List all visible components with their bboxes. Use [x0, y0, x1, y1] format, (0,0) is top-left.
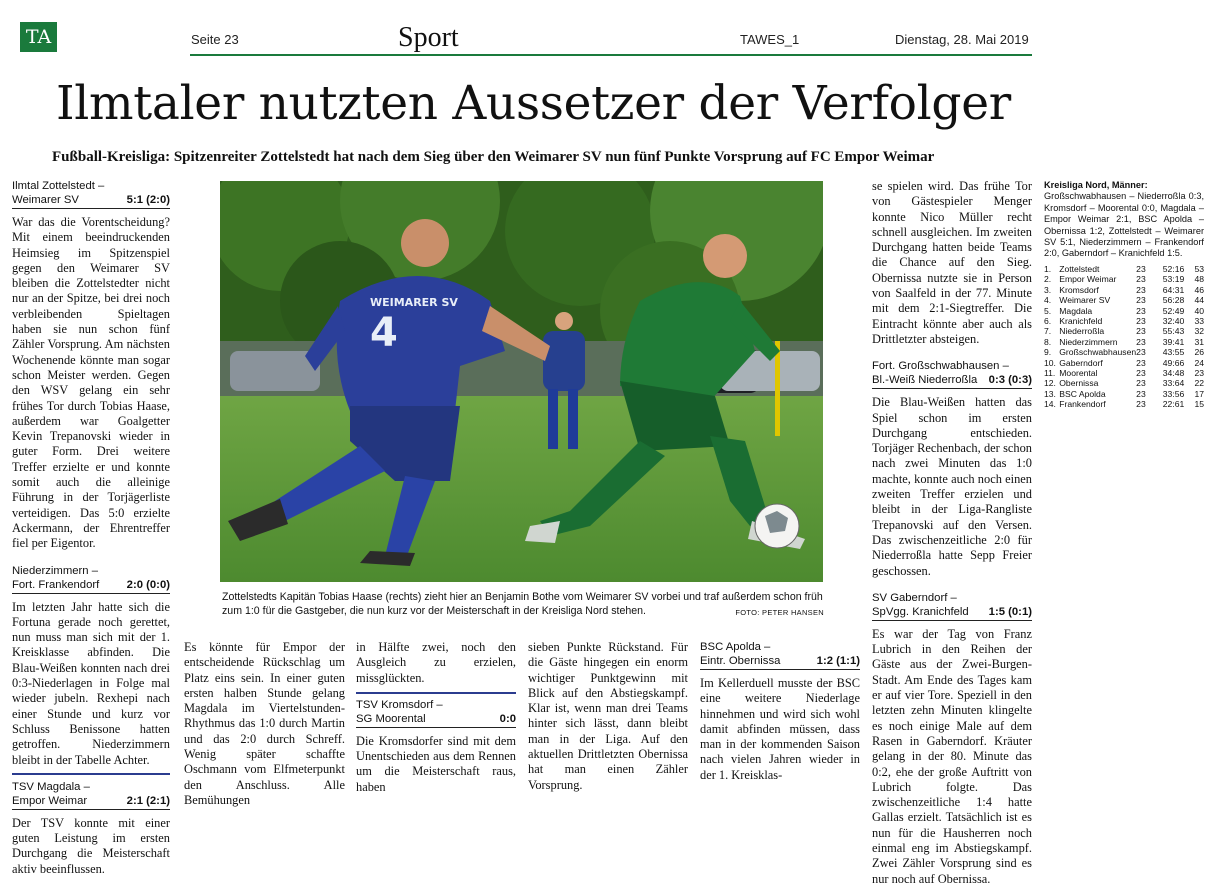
standings-rank: 11. — [1044, 367, 1056, 378]
match-score: 2:1 (2:1) — [126, 794, 170, 807]
standings-points: 33 — [1194, 315, 1204, 326]
standings-games: 23 — [1136, 326, 1146, 337]
subheadline: Fußball-Kreisliga: Spitzenreiter Zottelstedt hat nach dem Sieg über den Weimarer SV nun fünf Punkte Vorsprung auf FC Empor Weimar — [52, 149, 935, 165]
standings-team: Obernissa — [1059, 378, 1099, 389]
standings-games: 23 — [1136, 264, 1146, 275]
standings-row — [1044, 264, 1204, 274]
headline: Ilmtaler nutzten Aussetzer der Verfolger — [56, 76, 1011, 131]
standings-games: 23 — [1136, 357, 1146, 368]
match-separator — [12, 773, 170, 775]
match-score: 1:5 (0:1) — [988, 605, 1032, 618]
match-header-gaberndorf — [872, 591, 1032, 621]
standings-rank: 9. — [1044, 347, 1052, 358]
standings-row — [1044, 399, 1204, 409]
photo-caption — [222, 590, 824, 620]
match-separator — [356, 692, 516, 694]
standings-games: 23 — [1136, 315, 1146, 326]
match-team-away: Bl.-Weiß Niederroßla — [872, 374, 978, 387]
standings-games: 23 — [1136, 336, 1146, 347]
match-team-home: SV Gaberndorf – — [872, 591, 957, 604]
standings-row — [1044, 305, 1204, 315]
standings-games: 23 — [1136, 378, 1146, 389]
standings-team: Kromsdorf — [1059, 284, 1099, 295]
match-score: 0:0 — [499, 712, 516, 725]
standings-points: 31 — [1194, 336, 1204, 347]
standings-rank: 1. — [1044, 264, 1052, 275]
standings-team: Moorental — [1059, 367, 1098, 378]
standings-row — [1044, 285, 1204, 295]
match-team-home: TSV Magdala – — [12, 780, 90, 793]
column-2-text: Es könnte für Empor der entscheidende Rückschlag um Platz eins sein. In einer guten ersten halben Stunde gelang Magdala im Viertelstunden-Rhythmus das 1:0 durch Martin und das 2:0 durch Schreff. Wenig später schaffte Oschmann vom Elfmeterpunkt den Anschluss. Alle Bemühungen — [184, 640, 345, 807]
match-team-home: Fort. Großschwabhausen – — [872, 360, 1009, 373]
standings-games: 23 — [1136, 284, 1146, 295]
standings-goals: 33:64 — [1162, 378, 1185, 389]
standings-rank: 6. — [1044, 315, 1052, 326]
standings-games: 23 — [1136, 399, 1146, 410]
standings-team: Großschwabhausen — [1059, 347, 1137, 358]
standings-points: 26 — [1194, 347, 1204, 358]
standings-rank: 14. — [1044, 399, 1056, 410]
standings-rank: 5. — [1044, 305, 1052, 316]
standings-points: 53 — [1194, 264, 1204, 275]
standings-points: 40 — [1194, 305, 1204, 316]
match-report: Die Blau-Weißen hatten das Spiel schon im ersten Durchgang entschieden. Torjäger Rechenbach, der schon nach zwei Minuten das 1:0 machte, konnte auch noch einen zweiten Treffer erzielen und bleibt in der Liga-Rangliste Trepanovski auf den Versen. Das zwischenzeitliche 2:0 für Niederroßla hatte Sepp Freier geschossen. — [872, 395, 1032, 578]
match-header-apolda — [700, 640, 860, 670]
match-team-home: Ilmtal Zottelstedt – — [12, 180, 105, 192]
column-4-text: sieben Punkte Rückstand. Für die Gäste hingegen ein enorm wichtiger Punktgewinn mit Blick auf den Abstiegskampf. Klar ist, wenn man drei Teams hinter sich lässt, dann bleibt man in der Liga. Auf den aktuellen Drittletzten Obernissa hat man einen Zähler Vorsprung. — [528, 640, 688, 792]
standings-team: Gaberndorf — [1059, 357, 1103, 368]
match-header-kromsdorf — [356, 698, 516, 728]
standings-row — [1044, 295, 1204, 305]
standings-rank: 13. — [1044, 388, 1056, 399]
standings-games: 23 — [1136, 367, 1146, 378]
standings-goals: 32:40 — [1162, 315, 1185, 326]
match-report: Im Kellerduell musste der BSC eine weitere Niederlage hinnehmen und wird sich wohl damit abfinden müssen, dass man in der kommenden Saison nach vielen Jahren wieder in der 1. Kreisklas- — [700, 676, 860, 782]
results-box — [1044, 180, 1204, 409]
standings-points: 48 — [1194, 274, 1204, 285]
header-rule — [190, 54, 1032, 56]
match-team-away: Fort. Frankendorf — [12, 578, 100, 591]
match-team-away: Eintr. Obernissa — [700, 655, 781, 667]
standings-team: Niederroßla — [1059, 326, 1105, 337]
standings-goals: 49:66 — [1162, 357, 1185, 368]
standings-team: Empor Weimar — [1059, 274, 1117, 285]
match-team-away: Empor Weimar — [12, 794, 88, 807]
standings-points: 46 — [1194, 284, 1204, 295]
standings-goals: 52:49 — [1162, 305, 1185, 316]
match-report: se spielen wird. Das frühe Tor von Gästespieler Menger konnte Nico Müller recht schnell ausgleichen. Im zweiten Durchgang hatten beide Teams die Chance auf den Sieg. Obernissa nutzte sie in Person von Saalfeld in der 77. Minute mit dem 2:1-Siegtreffer. Die Eintracht könnte aber auch als Drittletzter absteigen. — [872, 179, 1032, 346]
shirt-number: 4 — [370, 310, 398, 356]
match-score: 5:1 (2:0) — [126, 194, 170, 206]
match-score: 0:3 (0:3) — [988, 374, 1032, 387]
match-score: 2:0 (0:0) — [126, 578, 170, 591]
standings-points: 17 — [1194, 388, 1204, 399]
standings-points: 24 — [1194, 357, 1204, 368]
standings-games: 23 — [1136, 295, 1146, 306]
standings-rank: 2. — [1044, 274, 1052, 285]
standings-goals: 22:61 — [1162, 399, 1185, 410]
standings-points: 15 — [1194, 399, 1204, 410]
standings-games: 23 — [1136, 347, 1146, 358]
standings-rank: 7. — [1044, 326, 1052, 337]
match-team-home: TSV Kromsdorf – — [356, 698, 443, 711]
standings-row — [1044, 326, 1204, 336]
match-team-away: SG Moorental — [356, 712, 426, 725]
results-list: Großschwabhausen – Niederroßla 0:3, Kromsdorf – Moorental 0:0, Magdala – Empor Weimar 2:1, BSC Apolda – Obernissa 1:2, Zottelstedt – Weimarer SV 5:1, Niederzimmern – Frankendorf 2:0, Gaberndorf – Kranichfeld 1:5. — [1044, 191, 1204, 259]
photo-credit: FOTO: PETER HANSEN — [735, 608, 824, 617]
standings-points: 32 — [1194, 326, 1204, 337]
standings-points: 23 — [1194, 367, 1204, 378]
standings-goals: 34:48 — [1162, 367, 1185, 378]
standings-goals: 53:19 — [1162, 274, 1185, 285]
match-photo-illustration — [220, 181, 823, 582]
standings-row — [1044, 378, 1204, 388]
column-6 — [872, 179, 1032, 887]
standings-team: Magdala — [1059, 305, 1093, 316]
standings-table — [1044, 264, 1204, 409]
standings-points: 22 — [1194, 378, 1204, 389]
standings-games: 23 — [1136, 305, 1146, 316]
standings-games: 23 — [1136, 274, 1146, 285]
newspaper-logo: TA — [20, 22, 57, 52]
column-1 — [12, 179, 170, 877]
shirt-lettering: WEIMARER SV — [370, 296, 458, 309]
standings-goals: 52:16 — [1162, 264, 1185, 275]
standings-goals: 56:28 — [1162, 295, 1185, 306]
match-team-away: Weimarer SV — [12, 194, 79, 206]
standings-team: Zottelstedt — [1059, 264, 1100, 275]
results-title: Kreisliga Nord, Männer: — [1044, 180, 1148, 190]
match-header-magdala — [12, 780, 170, 810]
standings-rank: 12. — [1044, 378, 1056, 389]
standings-team: Weimarer SV — [1059, 295, 1111, 306]
standings-row — [1044, 389, 1204, 399]
standings-team: Kranichfeld — [1059, 315, 1103, 326]
standings-rank: 8. — [1044, 336, 1052, 347]
match-team-away: SpVgg. Kranichfeld — [872, 605, 969, 618]
standings-rank: 4. — [1044, 295, 1052, 306]
match-photo — [220, 181, 823, 582]
match-report: War das die Vorentscheidung? Mit einem beeindruckenden Heimsieg im Spitzenspiel gegen den Weimarer SV bleiben die Zottelstedter nicht nur an der Spitze, bei drei noch verbleibenden Spieltagen haben sie nun schon fünf Zähler Vorsprung. Am nächsten Wochenende könnte man sogar schon Meister werden. Gegen den WSV gelang ein sehr frühes Tor durch Tobias Haase, außerdem war Goalgetter Kevin Trepanovski wieder in guter Form. Drei weitere Treffer erzielte er und konnte somit auch die alleinige Führung in der Torjägerliste verteidigen. Das 5:0 erzielte Ackermann, der Ehrentreffer fiel per Eigentor. — [12, 215, 170, 551]
section-title: Sport — [398, 22, 459, 53]
standings-goals: 64:31 — [1162, 284, 1185, 295]
standings-rank: 3. — [1044, 284, 1052, 295]
standings-games: 23 — [1136, 388, 1146, 399]
standings-row — [1044, 337, 1204, 347]
match-team-home: BSC Apolda – — [700, 641, 771, 653]
standings-team: Niederzimmern — [1059, 336, 1118, 347]
standings-goals: 43:55 — [1162, 347, 1185, 358]
standings-points: 44 — [1194, 295, 1204, 306]
match-header-zottelstedt — [12, 179, 170, 209]
standings-row — [1044, 274, 1204, 284]
standings-goals: 39:41 — [1162, 336, 1185, 347]
match-team-home: Niederzimmern – — [12, 564, 99, 577]
match-report: Es war der Tag von Franz Lubrich in den Reihen der Gäste aus der Zwei-Burgen-Stadt. Am Ende des Tages kam er auf vier Tore. Speziell in den letzten zehn Minuten klingelte es noch einige Male auf dem Rasen in Gaberndorf. Kräuter gelang in der 80. Minute das 0:2, ehe der große Auftritt von Lubrich folgte. Das zwischenzeitliche 1:4 hatte Gallas erzielt. Tatsächlich ist es nun für die Hausherren noch einmal eng im Abstiegskampf. Zwei Zähler Vorsprung sind es nur noch auf Obernissa. — [872, 626, 1032, 886]
match-report: Die Kromsdorfer sind mit dem Unentschieden aus dem Rennen um die Meisterschaft raus, haben — [356, 733, 516, 794]
match-header-grossschwabhausen — [872, 359, 1032, 389]
match-report: Im letzten Jahr hatte sich die Fortuna gerade noch gerettet, nun muss man sich mit der 1. Kreisklasse abfinden. Die Blau-Weißen konnten nach drei 0:3-Niederlagen in Folge mal wieder jubeln. Rexhepi nach einer Stunde und kurz vor Schluss Benissone hatten getroffen. Niederzimmern bleibt in der Tabelle Achter. — [12, 599, 170, 767]
caption-text: Zottelstedts Kapitän Tobias Haase (rechts) zieht hier an Benjamin Bothe vom Weimarer SV vorbei und traf außerdem schon früh zum 1:0 für die Gastgeber, die nun kurz vor der Meisterschaft in der Kreisliga Nord stehen. — [222, 591, 823, 617]
match-report: Der TSV konnte mit einer guten Leistung im ersten Durchgang die Meisterschaft aktiv beeinflussen. — [12, 815, 170, 876]
match-header-niederzimmern — [12, 564, 170, 594]
match-score: 1:2 (1:1) — [816, 655, 860, 667]
issue-date: Dienstag, 28. Mai 2019 — [895, 32, 1029, 47]
standings-rank: 10. — [1044, 357, 1056, 368]
standings-team: BSC Apolda — [1059, 388, 1106, 399]
standings-row — [1044, 368, 1204, 378]
column-5 — [700, 640, 860, 783]
edition-code: TAWES_1 — [740, 32, 800, 47]
standings-goals: 33:56 — [1162, 388, 1185, 399]
standings-goals: 55:43 — [1162, 326, 1185, 337]
match-report: in Hälfte zwei, noch den Ausgleich zu erzielen, missglückten. — [356, 640, 516, 685]
page-number: Seite 23 — [191, 32, 239, 47]
standings-row — [1044, 347, 1204, 357]
standings-team: Frankendorf — [1059, 399, 1106, 410]
column-3 — [356, 640, 516, 795]
standings-row — [1044, 316, 1204, 326]
results-box-text — [1044, 180, 1204, 260]
standings-row — [1044, 357, 1204, 367]
